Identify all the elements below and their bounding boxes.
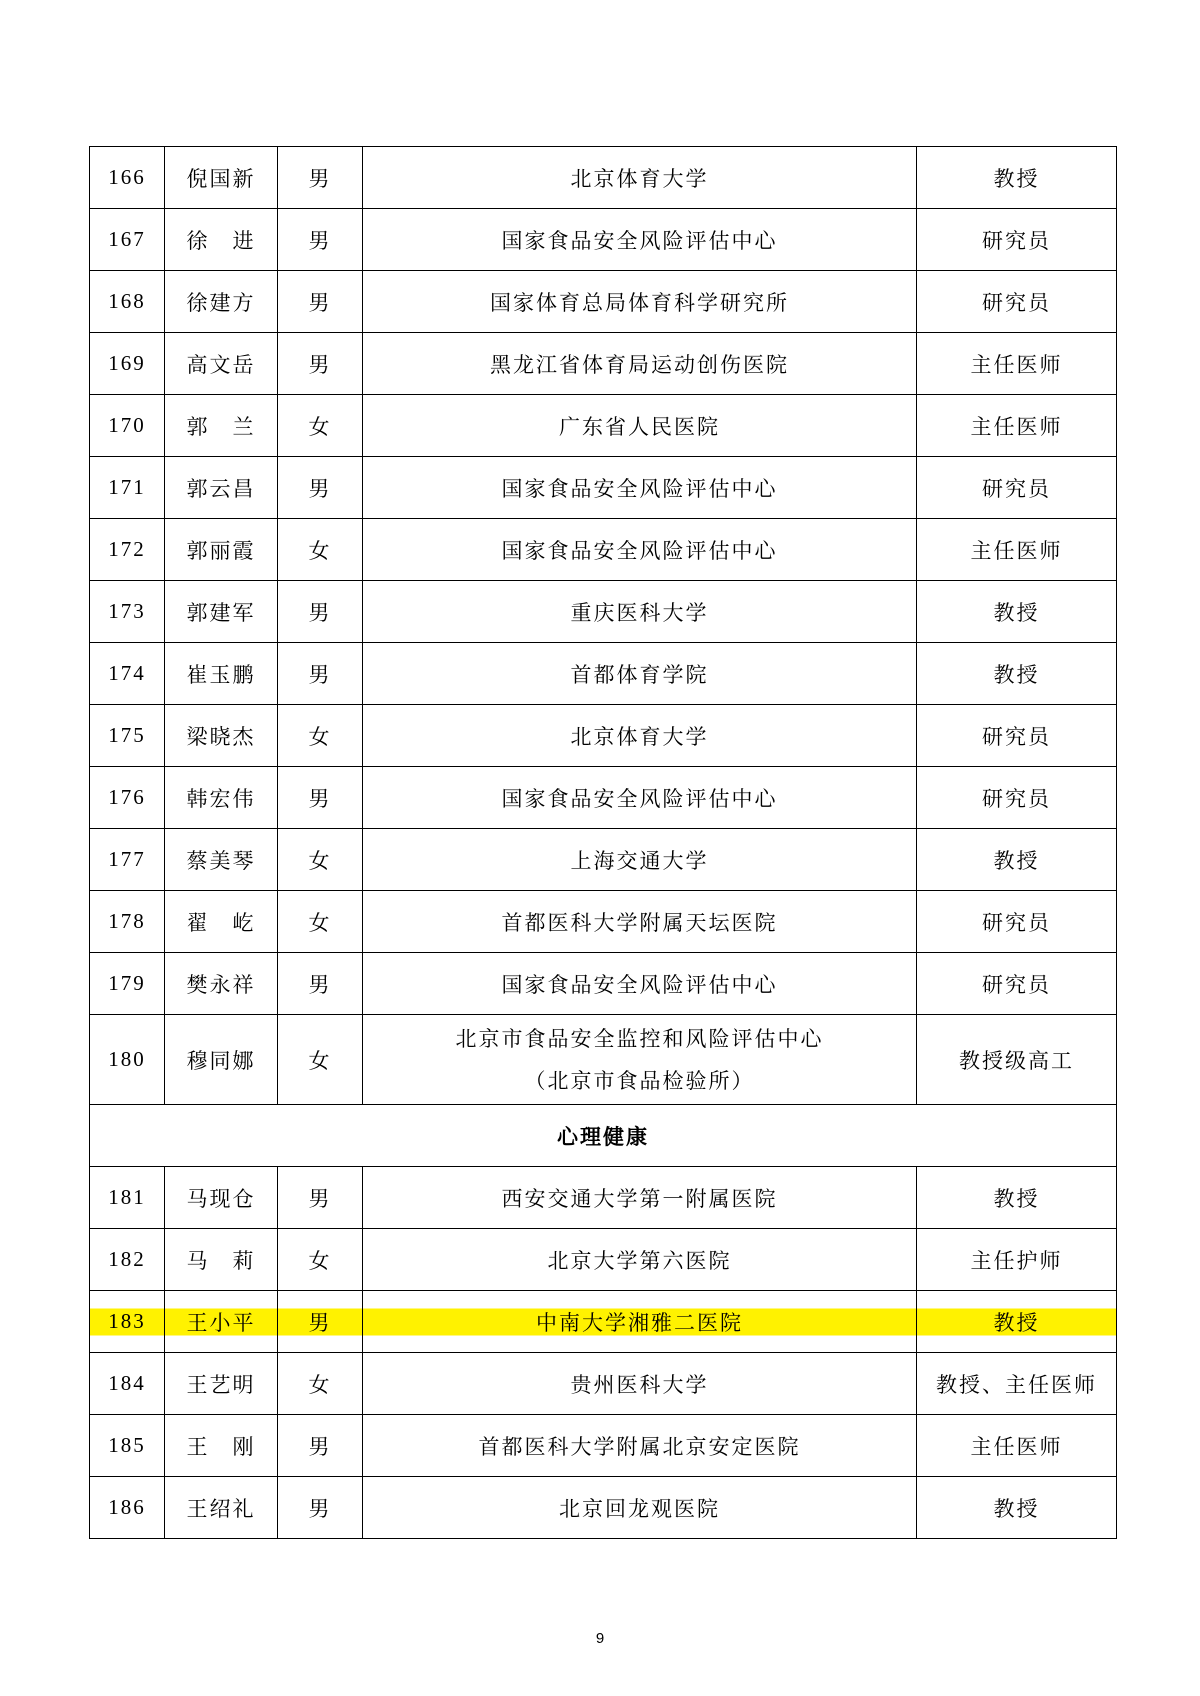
table-row [90, 1353, 1117, 1415]
job-title: 教授 [917, 581, 1117, 643]
highlighted-table-row [90, 1291, 1117, 1353]
highlighted-text: 男 [308, 1310, 332, 1335]
gender: 女 [278, 891, 363, 953]
person-name: 郭建军 [165, 581, 278, 643]
job-title: 教授级高工 [917, 1015, 1117, 1105]
gender: 男 [278, 953, 363, 1015]
job-title: 主任医师 [917, 1415, 1117, 1477]
row-number: 178 [90, 891, 165, 953]
row-number: 175 [90, 705, 165, 767]
person-name: 马 莉 [165, 1229, 278, 1291]
row-number: 184 [90, 1353, 165, 1415]
organization: 首都体育学院 [363, 643, 917, 705]
person-name: 徐建方 [165, 271, 278, 333]
table-row [90, 829, 1117, 891]
person-name: 梁晓杰 [165, 705, 278, 767]
gender: 女 [278, 395, 363, 457]
row-number: 176 [90, 767, 165, 829]
job-title: 研究员 [917, 705, 1117, 767]
gender: 男 [278, 1167, 363, 1229]
organization: 首都医科大学附属北京安定医院 [363, 1415, 917, 1477]
person-name: 樊永祥 [165, 953, 278, 1015]
table-row [90, 519, 1117, 581]
person-name: 郭 兰 [165, 395, 278, 457]
row-number: 168 [90, 271, 165, 333]
row-number: 173 [90, 581, 165, 643]
person-name: 倪国新 [165, 147, 278, 209]
job-title: 研究员 [917, 209, 1117, 271]
table-row [90, 1415, 1117, 1477]
row-number [90, 1291, 165, 1353]
table-row [90, 333, 1117, 395]
organization: 国家食品安全风险评估中心 [363, 953, 917, 1015]
section-header-row [90, 1105, 1117, 1167]
row-number: 180 [90, 1015, 165, 1105]
highlighted-text: 教授 [993, 1310, 1040, 1335]
highlighted-text: 183 [108, 1309, 146, 1333]
person-name: 穆同娜 [165, 1015, 278, 1105]
table-row [90, 271, 1117, 333]
table-row [90, 147, 1117, 209]
organization: 重庆医科大学 [363, 581, 917, 643]
gender: 男 [278, 581, 363, 643]
table-row [90, 891, 1117, 953]
gender: 男 [278, 643, 363, 705]
gender: 男 [278, 767, 363, 829]
section-title: 心理健康 [90, 1105, 1117, 1167]
row-number: 186 [90, 1477, 165, 1539]
table-row [90, 395, 1117, 457]
organization: 国家食品安全风险评估中心 [363, 457, 917, 519]
job-title: 主任医师 [917, 519, 1117, 581]
table-row [90, 1015, 1117, 1105]
organization [363, 1291, 917, 1353]
table-row [90, 767, 1117, 829]
job-title: 研究员 [917, 457, 1117, 519]
organization-line-1: 北京市食品安全监控和风险评估中心 [455, 1026, 824, 1051]
person-name: 王绍礼 [165, 1477, 278, 1539]
organization: 首都医科大学附属天坛医院 [363, 891, 917, 953]
person-name: 王艺明 [165, 1353, 278, 1415]
organization: 北京回龙观医院 [363, 1477, 917, 1539]
person-name: 王 刚 [165, 1415, 278, 1477]
job-title: 研究员 [917, 767, 1117, 829]
job-title [917, 1291, 1117, 1353]
row-number: 181 [90, 1167, 165, 1229]
organization: 国家食品安全风险评估中心 [363, 209, 917, 271]
expert-roster-table [89, 146, 1117, 1539]
person-name [165, 1291, 278, 1353]
gender [278, 1291, 363, 1353]
gender: 女 [278, 1229, 363, 1291]
organization: 上海交通大学 [363, 829, 917, 891]
person-name: 崔玉鹏 [165, 643, 278, 705]
gender: 男 [278, 1477, 363, 1539]
person-name: 郭云昌 [165, 457, 278, 519]
gender: 女 [278, 519, 363, 581]
organization-line-2: （北京市食品检验所） [524, 1068, 755, 1093]
table-row [90, 581, 1117, 643]
person-name: 翟 屹 [165, 891, 278, 953]
gender: 女 [278, 1353, 363, 1415]
job-title: 教授 [917, 829, 1117, 891]
page-number: 9 [595, 1630, 605, 1647]
job-title: 研究员 [917, 953, 1117, 1015]
row-number: 166 [90, 147, 165, 209]
organization: 北京大学第六医院 [363, 1229, 917, 1291]
gender: 男 [278, 147, 363, 209]
gender: 女 [278, 829, 363, 891]
job-title: 教授、主任医师 [917, 1353, 1117, 1415]
highlighted-text: 王小平 [186, 1310, 256, 1335]
job-title: 研究员 [917, 271, 1117, 333]
row-number: 169 [90, 333, 165, 395]
person-name: 高文岳 [165, 333, 278, 395]
table-row [90, 209, 1117, 271]
row-number: 171 [90, 457, 165, 519]
organization: 北京体育大学 [363, 705, 917, 767]
job-title: 教授 [917, 1477, 1117, 1539]
gender: 女 [278, 705, 363, 767]
job-title: 教授 [917, 643, 1117, 705]
person-name: 马现仓 [165, 1167, 278, 1229]
table-row [90, 705, 1117, 767]
job-title: 教授 [917, 147, 1117, 209]
row-number: 182 [90, 1229, 165, 1291]
highlighted-text: 中南大学湘雅二医院 [536, 1310, 743, 1335]
organization: 国家体育总局体育科学研究所 [363, 271, 917, 333]
table-row [90, 953, 1117, 1015]
gender: 女 [278, 1015, 363, 1105]
organization: 国家食品安全风险评估中心 [363, 519, 917, 581]
person-name: 韩宏伟 [165, 767, 278, 829]
organization: 西安交通大学第一附属医院 [363, 1167, 917, 1229]
job-title: 研究员 [917, 891, 1117, 953]
organization: 国家食品安全风险评估中心 [363, 767, 917, 829]
job-title: 主任医师 [917, 333, 1117, 395]
job-title: 主任护师 [917, 1229, 1117, 1291]
job-title: 主任医师 [917, 395, 1117, 457]
gender: 男 [278, 333, 363, 395]
job-title: 教授 [917, 1167, 1117, 1229]
person-name: 郭丽霞 [165, 519, 278, 581]
row-number: 172 [90, 519, 165, 581]
table-row [90, 1167, 1117, 1229]
row-number: 185 [90, 1415, 165, 1477]
person-name: 徐 进 [165, 209, 278, 271]
row-number: 170 [90, 395, 165, 457]
gender: 男 [278, 457, 363, 519]
table-row [90, 643, 1117, 705]
gender: 男 [278, 1415, 363, 1477]
table-row [90, 457, 1117, 519]
gender: 男 [278, 209, 363, 271]
row-number: 177 [90, 829, 165, 891]
row-number: 174 [90, 643, 165, 705]
organization: 北京体育大学 [363, 147, 917, 209]
organization: 广东省人民医院 [363, 395, 917, 457]
organization [363, 1015, 917, 1105]
gender: 男 [278, 271, 363, 333]
row-number: 167 [90, 209, 165, 271]
organization: 黑龙江省体育局运动创伤医院 [363, 333, 917, 395]
organization: 贵州医科大学 [363, 1353, 917, 1415]
table-row [90, 1229, 1117, 1291]
row-number: 179 [90, 953, 165, 1015]
person-name: 蔡美琴 [165, 829, 278, 891]
table-row [90, 1477, 1117, 1539]
